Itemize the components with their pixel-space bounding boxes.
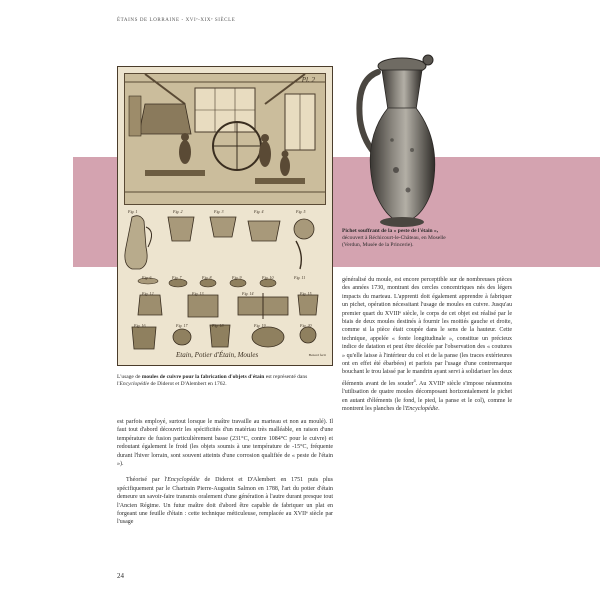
fig-label: Fig. 1 <box>128 209 138 214</box>
fig-label: Fig. 6 <box>142 275 152 280</box>
pitcher-caption <box>342 228 512 249</box>
pitcher-caption-line: découvert à Réchicourt-le-Château, en Moselle <box>342 235 446 241</box>
fig-label: Fig. 13 <box>192 291 204 296</box>
workshop-engraving <box>125 74 325 204</box>
body-column-right <box>342 276 512 414</box>
body-paragraph <box>117 476 333 526</box>
body-column-left <box>117 418 333 527</box>
page-number: 24 <box>117 572 124 580</box>
pitcher-caption-line: (Verdun, Musée de la Princerie). <box>342 242 414 248</box>
running-head: ÉTAINS DE LORRAINE - XVIᵉ-XIXᵉ SIÈCLE <box>117 18 236 23</box>
fig-label: Fig. 15 <box>300 291 312 296</box>
pewter-pitcher-photo <box>352 50 450 230</box>
molds-engraving <box>118 207 332 357</box>
encyclopedie-plate <box>117 66 333 366</box>
fig-label: Fig. 7 <box>172 275 182 280</box>
fig-label: Fig. 16 <box>134 323 146 328</box>
body-text: . Au XVIIIᵉ siècle s'impose néanmoins l'utilisation de quatre moules décomposant horizontalement le pichet en autant d'éléments (le fond, le pied, la panse et le col), comme le montrent les planches de l' <box>342 380 512 413</box>
fig-label: Fig. 20 <box>300 323 312 328</box>
fig-label: Fig. 17 <box>176 323 188 328</box>
fig-label: Fig. 8 <box>202 275 212 280</box>
fig-label: Fig. 9 <box>232 275 242 280</box>
engraver-signature: Benard fecit <box>308 353 326 357</box>
fig-label: Fig. 14 <box>242 291 254 296</box>
workshop-scene <box>124 73 326 205</box>
fig-label: Fig. 10 <box>262 275 274 280</box>
body-paragraph <box>342 276 512 414</box>
body-text: généralisé du moule, est encore perceptible sur de nombreuses pièces des années 1730, montrant des cercles concentriques nés des légers impacts du marteau. L'apprenti doit également apprendre à fabriquer un pichet, opération nécessitant l'usage de moules en cuivre. Jusqu'au premier quart du XVIIIᵉ siècle, le corps de cet objet est réalisé par le biais de deux moules destinés à fournir les moitiés gauche et droite, comme si la pièce était coupée dans le sens de la hauteur. Cette technique, appelée « fonte longitudinale », constitue un précieux indice de datation et peut être décelée par l'observation des « coutures » qu'elle laisse à l'intérieur du col et de la panse (les traces extérieures ont en effet été ébarbées) et parfois par l'usage d'une contremarque bouchant le trou laissé par le mandrin ayant servi à solidariser les deux éléments avant de les souder <box>342 277 512 387</box>
fig-label: Fig. 19 <box>254 323 266 328</box>
body-text: . <box>438 406 440 413</box>
body-paragraph: est parfois employé, surtout lorsque le maître travaille au marteau et non au moulé). Il faut tout d'abord découvrir les spécificités d'un matériau très malléable, en raison d'une température de fusion particulièrement basse (231°C, contre 1084°C pour le cuivre) et redoutant également le froid (les objets soumis à une température de -15°C, fréquente durant l'hiver lorrain, sont souvent atteints d'une corrosion qualifiée de « peste de l'étain »). <box>117 419 333 468</box>
body-text: de Diderot et D'Alembert en 1751 puis plus spécifiquement par le Chartrain Pierre-Augustin Salmon en 1788, l'art du potier d'étain demeure un savoir-faire transmis oralement d'une génération à l'autre durant presque tout l'Ancien Régime. Un futur maître doit d'abord être capable de fabriquer un plat en forgeant une feuille d'étain : cette technique méticuleuse, remplacée au XVIIᵉ siècle par l'usage <box>117 477 334 526</box>
plate-description-caption <box>117 374 333 388</box>
fig-label: Fig. 3 <box>214 209 224 214</box>
caption-text: est représenté dans l' <box>117 374 308 387</box>
caption-text: de Diderot et D'Alembert en 1762. <box>149 381 227 387</box>
fig-label: Fig. 18 <box>212 323 224 328</box>
fig-label: Fig. 2 <box>173 209 183 214</box>
fig-label: Fig. 4 <box>254 209 264 214</box>
body-text: Théorisé par l' <box>126 477 168 484</box>
fig-label: Fig. 5 <box>296 209 306 214</box>
footnote-ref: 4 <box>413 377 416 383</box>
fig-label: Fig. 12 <box>142 291 154 296</box>
body-italic: Encyclopédie <box>405 406 439 413</box>
caption-italic: Encyclopédie <box>119 381 150 387</box>
body-italic: Encyclopédie <box>167 477 200 484</box>
plate-caption: Etain, Potier d'Étain, Moules <box>176 351 259 359</box>
pitcher-caption-title: Pichet souffrant de la « peste de l'étain », <box>342 228 439 234</box>
fig-label: Fig. 11 <box>294 275 306 280</box>
caption-text: L'usage de <box>117 374 142 380</box>
plate-number: Pl. 2 <box>301 76 315 84</box>
caption-bold: moules de cuivre pour la fabrication d'objets d'étain <box>141 374 265 380</box>
